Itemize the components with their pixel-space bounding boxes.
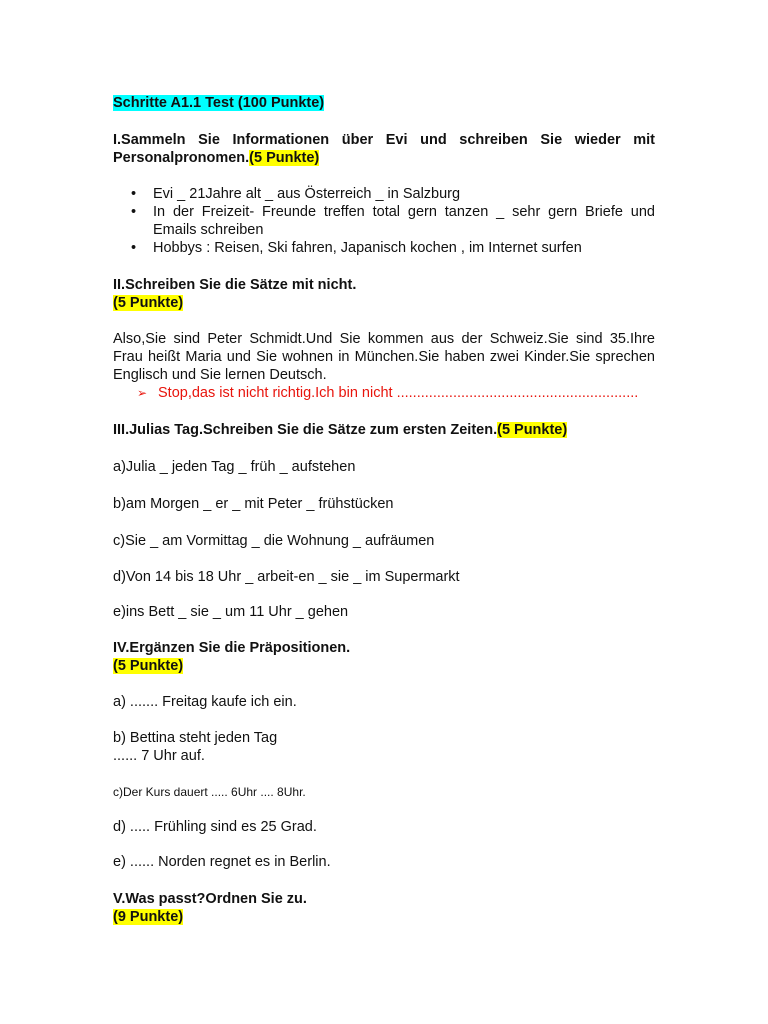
document-title (113, 94, 655, 112)
section-4-item-e: e) ...... Norden regnet es in Berlin. (113, 854, 331, 870)
section-2-heading: II.Schreiben Sie die Sätze mit nicht. (113, 277, 357, 293)
bullet-item-text: Evi _ 21Jahre alt _ aus Österreich _ in Salzburg (153, 186, 461, 202)
section-4-item-d: d) ..... Frühling sind es 25 Grad. (113, 819, 317, 835)
title-highlight: Schritte A1.1 Test (100 Punkte) (113, 95, 325, 111)
section-2-paragraph: Also,Sie sind Peter Schmidt.Und Sie kommen aus der Schweiz.Sie sind 35.Ihre Frau heißt Maria und Sie wohnen in München.Sie haben zwei Kinder.Sie sprechen Englisch und Sie lernen Deutsch. (113, 331, 655, 383)
section-2-answer-text: Stop,das ist nicht richtig.Ich bin nicht ............................................................ (158, 385, 639, 401)
arrow-bullet-icon: ➢ (137, 386, 148, 400)
section-3-item-b: b)am Morgen _ er _ mit Peter _ frühstücken (113, 496, 394, 512)
section-3-item-a: a)Julia _ jeden Tag _ früh _ aufstehen (113, 459, 356, 475)
bullet-item-text: Hobbys : Reisen, Ski fahren, Japanisch kochen , im Internet surfen (153, 240, 582, 256)
section-3-heading (113, 421, 655, 439)
section-3-item-e: e)ins Bett _ sie _ um 11 Uhr _ gehen (113, 604, 349, 620)
section-5-heading: V.Was passt?Ordnen Sie zu. (113, 891, 307, 907)
bullet-item-text: In der Freizeit- Freunde treffen total gern tanzen _ sehr gern Briefe und Emails schreiben (153, 204, 655, 238)
section-4-item-b-line-2: ...... 7 Uhr auf. (113, 748, 205, 764)
bullet-item-3 (153, 239, 655, 257)
section-1-heading-text: I.Sammeln Sie Informationen über Evi und schreiben Sie wieder mit Personalpronomen. (113, 132, 655, 166)
section-4-item-c: c)Der Kurs dauert ..... 6Uhr .... 8Uhr. (113, 785, 306, 799)
section-3-points: (5 Punkte) (497, 422, 568, 438)
section-1-points: (5 Punkte) (249, 150, 320, 166)
section-2-points: (5 Punkte) (113, 295, 184, 311)
section-4-points: (5 Punkte) (113, 658, 184, 674)
section-1-bullet-list (113, 185, 655, 257)
section-2-answer-line (113, 384, 655, 402)
section-1-heading (113, 131, 655, 167)
section-4-heading: IV.Ergänzen Sie die Präpositionen. (113, 640, 351, 656)
section-3-heading-text: III.Julias Tag.Schreiben Sie die Sätze zum ersten Zeiten. (113, 422, 498, 438)
section-3-item-c: c)Sie _ am Vormittag _ die Wohnung _ aufräumen (113, 533, 435, 549)
section-3-item-d: d)Von 14 bis 18 Uhr _ arbeit-en _ sie _ im Supermarkt (113, 569, 460, 585)
section-4-points-line (113, 657, 655, 675)
section-4-item-b-line-1: b) Bettina steht jeden Tag (113, 730, 278, 746)
bullet-item-1 (153, 185, 655, 203)
section-2-points-line (113, 294, 655, 312)
section-5-points: (9 Punkte) (113, 909, 184, 925)
test-document (113, 90, 655, 926)
section-5-points-line (113, 908, 655, 926)
section-4-item-a: a) ....... Freitag kaufe ich ein. (113, 694, 297, 710)
bullet-item-2 (153, 203, 655, 239)
